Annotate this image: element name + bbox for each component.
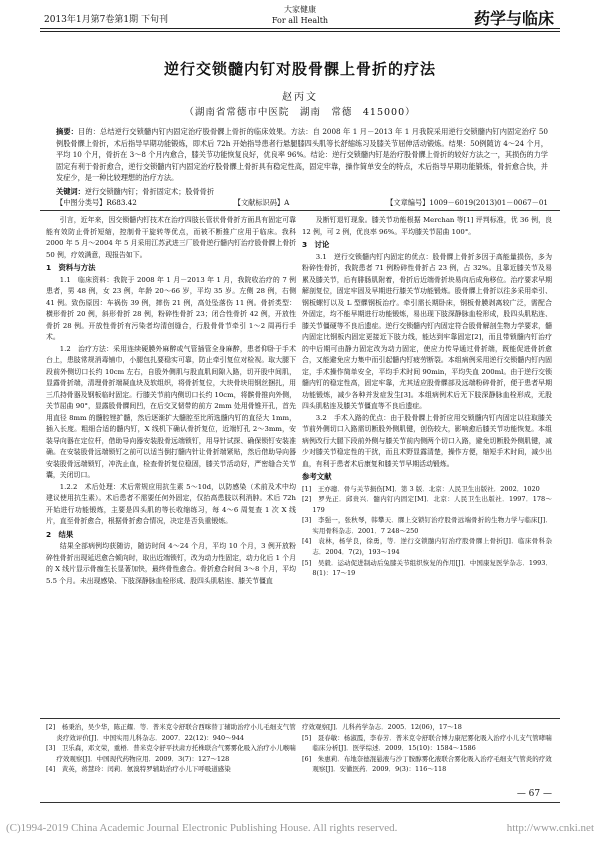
body-paragraph: 3.1 逆行交锁髓内钉内固定的优点：股骨髁上骨折多因于高能量损伤，多为粉碎性骨折，我院患者 71 例粉碎性骨折占 23 例，占 32%。且靠近膝关节及易累及膝关节，后有腓肠肌附着，骨折后近端骨折块易向后成角移位。治疗要求早期解剖复位，固定牢固及早期进行膝关节功能锻炼。股骨髁上骨折以往多采用牵引、钢板螺钉以及 L 型髁钢板治疗。牵引需长期卧床，钢板骨膜剥离较广泛，需配合外固定，均不能早期进行功能锻炼，易出现下肢深静脉血栓形成，股四头肌粘连、膝关节僵硬等不良后遗症。逆行交锁髓内钉内固定符合股骨解剖生物力学要求，髓内固定比钢板内固定更接近下肢力线，能达到牢靠固定[2]，而且带锁髓内钉治疗的中后期可由静力固定改为动力固定，使应力传导通过骨折端，既能促进骨折愈合，又能避免应力集中而引起髓内钉疲劳断裂。本组病例采用逆行交锁髓内钉内固定，手术操作简单安全，平均手术时间 90min，平均失血 200ml。由于逆行交锁髓内钉的稳定性高，固定牢靠，尤其适应股骨髁部及远端粉碎骨折，便于患者早期功能锻炼，减少各种并发症发生[3]。本组病例术后无下肢深静脉血栓形成，无股四头肌粘连及膝关节僵直等不良后遗症。 xyxy=(302,252,552,410)
footnote-rule xyxy=(40,718,560,719)
reference-item: [2] 罗先正．邱贵兴．髓内钉内固定[M]．北京：人民卫生出版社．1997．178～179 xyxy=(302,495,552,514)
footnote-reference: 疗效观察[J]．儿科药学杂志．2005．12(06)，17～18 xyxy=(302,723,462,731)
footer-rule xyxy=(40,802,560,803)
abstract-label: 摘要： xyxy=(56,127,78,136)
body-column-right xyxy=(302,215,552,579)
reference-item: [1] 王亦璁．骨与关节损伤[M]．第 3 版．北京：人民卫生出版社．2002．1020 xyxy=(302,484,540,493)
body-paragraph: 引言，近年来，因交锁髓内钉技术在治疗四肢长管状骨骨折方面具有固定可靠能有效防止骨折短缩，控制骨干旋转等优点，而被不断推广应用于临床。我科 2000 年 5 月～2004 年 5 月采用江苏武进三厂股骨逆行髓内钉治疗股骨髁上骨折 50 例，疗效满意，现报告如下。 xyxy=(46,216,296,259)
body-paragraph: 结果全部病例均获随访，随访时间 4～24 个月，平均 10 个月，3 例开放粉碎性骨折出现延迟愈合倾向时，取出近端锁钉，改为动力性固定，动力化后 1 个月的 X 线片显示骨痂生长显著加快，最终骨性愈合。骨折愈合时间 3～8 个月，平均 5.5 个月。未出现感染、下肢深静脉血栓形成、股四头肌粘连、膝关节僵直 xyxy=(46,542,296,585)
footnote-reference: [5] 聂春敏：杨淑霞，李春芳．普米克令舒联合博力康尼雾化吸入治疗小儿支气管哮喘临床分析[J]．医学综述．2009．15(10)：1584～1586 xyxy=(302,733,552,753)
body-paragraph: 1.2.2 术后处理：术后常规应用抗生素 5～10d，以防感染（术前及术中均建议使用抗生素）。术后患者不需要任何外固定，仅抬高患肢以利消肿。术后 72h 开始进行功能锻炼，主要是四头肌的等长收缩练习，每 4～6 周复查 1 次 X 线片，直至骨折愈合，根据骨折愈合情况，决定是否负重锻炼。 xyxy=(46,482,296,525)
journal-name-cn: 大家健康 xyxy=(284,5,316,14)
article-number: 【文章编号】1009－6019(2013)01－0067－01 xyxy=(386,198,548,207)
article-affiliation: （湖南省常德市中医院 湖南 常德 415000） xyxy=(184,107,416,118)
reference-item: [4] 袁林，杨学良，徐勇，等．逆行交锁髓内钉治疗股骨髁上骨折[J]．临床骨科杂志．2004．7(2)，193～194 xyxy=(302,537,552,557)
body-paragraph: 及断钉退钉现象。膝关节功能根据 Merchan 等[1] 评判标准，优 36 例，良 12 例，可 2 例，优良率 96%。平均膝关节屈曲 100°。 xyxy=(302,216,552,236)
body-paragraph: 1.2 治疗方法：采用连续硬膜外麻醉或气管插管全身麻醉，患者仰卧于手术台上，患肢常规消毒铺巾，小腿包扎要稳实可靠，防止牵引复位对检视。取大腿下段前外侧切口长约 10cm 左右，自股外侧肌与股直肌间隙入路，切开股中间肌，显露骨折端，清理骨折端凝血块及软组织，将骨折复位，大块骨块用钢丝捆扎，用三爪持骨器及钢板临时固定。行膝关节前内侧切口长约 10cm，将髌骨推向外侧，关节屈曲 90°，显露股骨髁间凹，在后交叉韧带的前方 2mm 处用骨锥开孔，首先用直径 8mm 的髓腔锉扩髓，然后逐渐扩大髓腔至比所选髓内钉的直径大 1mm，插入长度。粗细合适的髓内钉，X 线机下确认骨折复位，近端钉孔 2～3mm，安装导向器在定位杆，借助导向器安装股骨远端锁钉，用导针试探、确保锁钉安装准确。在安装股骨远端锁钉之前可以适当倒打髓内针让骨折端紧贴，然后借助导向器安装股骨远端锁钉，冲洗止血，检查骨折复位稳固，膝关节活动好，严密缝合关节囊，关闭切口。 xyxy=(46,344,296,479)
footnote-reference: [6] 朱惠莉．布地奈德混悬液与沙丁胺醇雾化液联合雾化吸入治疗毛细支气管炎的疗效观察[J]．安徽医药．2009．9(3)：116～118 xyxy=(302,754,552,774)
section-heading: 2 结果 xyxy=(46,529,74,539)
reference-item: [5] 吴毅．运动促进制动后兔膝关节组织恢复的作用[J]．中国康复医学杂志．1993．8(1)：17～19 xyxy=(302,558,552,578)
issue-info: 2013年1月第7卷第1期 下旬刊 xyxy=(44,15,168,25)
abstract xyxy=(56,126,548,184)
section-heading: 1 资料与方法 xyxy=(46,263,96,272)
section-heading: 3 讨论 xyxy=(302,240,330,249)
keywords-text: 逆行交锁髓内钉；骨折固定术；股骨骨折 xyxy=(84,187,215,196)
article-meta xyxy=(56,198,548,208)
footnotes-right xyxy=(302,722,552,775)
reference-item: [3] 李强一，张秋琴，韩攀天．髁上交锁钉治疗股骨远端骨折的生物力学与临床[J]．实用骨科杂志．2001．7 248～250 xyxy=(302,516,552,535)
journal-name xyxy=(255,4,345,26)
footnote-reference: [2] 杨秉治，吴少华，陈正耀．等．普米克令舒联合西咪替丁辅助治疗小儿毛细支气管炎疗效评价[J]．中国实用儿科杂志．2007．22(12)：940～944 xyxy=(46,723,296,742)
copyright-text: (C)1994-2019 China Academic Journal Electronic Publishing House. All rights reserved. xyxy=(6,822,398,834)
body-paragraph: 3.2 手术入路的优点：由于股骨髁上骨折应用交锁髓内钉内固定以往取膝关节前外侧切口入路需切断股外侧肌键，创伤较大，影响愈后膝关节功能恢复。本组病例改行大腿下段前外侧与膝关节前内侧两个切口入路，避免切断股外侧肌键，减少对膝关节稳定性的干扰，而且术野显露清楚，操作方便，缩短手术时间，减少出血，有利于患者术后康复和膝关节早期活动锻炼。 xyxy=(302,413,552,468)
clc-number: 【中图分类号】R683.42 xyxy=(56,198,137,207)
page-number: — 67 — xyxy=(516,789,552,799)
journal-name-en: For all Health xyxy=(271,16,329,25)
section-title: 药学与临床 xyxy=(473,9,554,28)
footnote-reference: [3] 卫乐森，邓文荣，重梧．普米克令舒平扶肃方托株联合气雾雾化吸入治疗小儿喉喘疗效观察[J]．中国现代药物应用．2009．3(7)：127～128 xyxy=(46,744,296,763)
section-heading: 参考文献 xyxy=(302,472,332,481)
abstract-text: 目的：总结逆行交锁髓内钉内固定治疗股骨髁上骨折的临床效果。方法：自 2008 年 1 月－2013 年 1 月我院采用逆行交锁髓内钉内固定治疗 50 例股骨髁上骨折，术后指导早期功能锻炼，即术后 72h 开始指导患者行悬腿膝四头肌等长舒缩练习及膝关节屈伸活动锻炼。结果：50例随访 4～24 个月，平均 10 个月，骨折在 3～8 个月内愈合，膝关节功能恢复良好，优良率 96%。结论：逆行交锁髓内钉是治疗股骨髁上骨折的较好方法之一，其损伤的力学固定有利于骨折愈合，逆行交锁髓内钉内固定治疗股骨髁上骨折具有稳定性高，固定牢靠，操作简单安全的特点，术后指导早期功能锻炼，骨折愈合快，并发症少，是一种比较理想的治疗方法。 xyxy=(56,127,548,183)
meta-rule xyxy=(40,210,560,211)
doc-code: 【文献标识码】A xyxy=(233,198,290,207)
footnotes-left xyxy=(46,722,296,775)
header-rule xyxy=(40,28,560,29)
article-title: 逆行交锁髓内钉对股骨髁上骨折的疗法 xyxy=(163,60,436,78)
body-column-left xyxy=(46,215,296,587)
article-author: 赵丙文 xyxy=(282,92,318,103)
footnote-reference: [4] 黄英，蒋慧玲：闰莉．氨溴特罗辅助治疗小儿下呼吸道感染 xyxy=(46,765,231,774)
cnki-link[interactable]: http://www.cnki.net xyxy=(506,822,594,834)
keywords-label: 关键词： xyxy=(56,187,85,196)
header-rule-thin xyxy=(40,31,560,32)
keywords xyxy=(56,186,548,197)
copyright-bar xyxy=(6,822,594,834)
body-paragraph: 1.1 临床资料：我院于 2008 年 1 月－2013 年 1 月，我院收治疗的 7 例患者，男 48 例，女 23 例，年龄 20～66 岁，平均 35 岁。左侧 28 例，右侧 41 例。致伤原因：车祸伤 39 例，摔伤 21 例，高处坠落伤 11 例。骨折类型：横形骨折 20 例，斜形骨折 28 例，粉碎性骨折 23；闭合性骨折 42 例，开放性骨折 28 例。开放性骨折有污染者均清创缝合，行股骨骨节牵引 1～2 周再行手术。 xyxy=(46,275,296,341)
